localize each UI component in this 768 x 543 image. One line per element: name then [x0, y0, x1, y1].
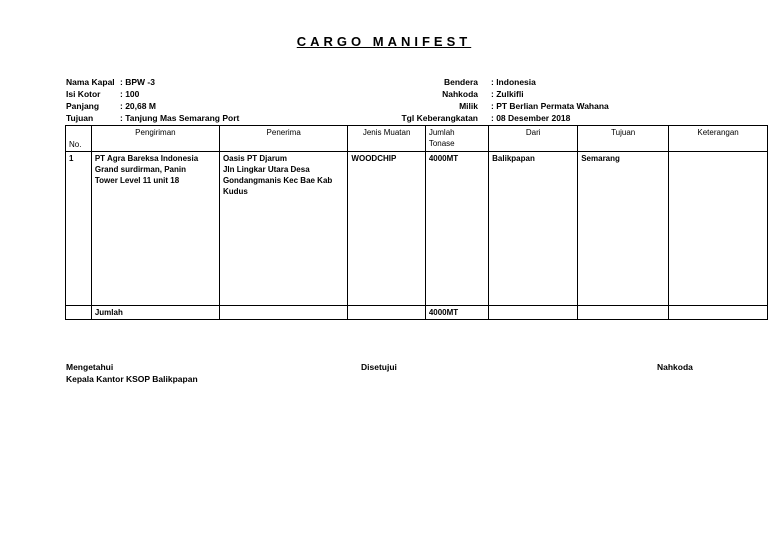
kepala-kantor-label: Kepala Kantor KSOP Balikpapan: [66, 374, 198, 384]
header-pengiriman: Pengiriman: [91, 126, 219, 152]
header-no: No.: [66, 126, 92, 152]
header-jumlah-text: Jumlah: [428, 128, 455, 137]
total-tujuan-cell: [578, 306, 669, 320]
tgl-keberangkatan-value: : 08 Desember 2018: [491, 113, 571, 123]
disetujui-label: Disetujui: [361, 362, 397, 372]
isi-kotor-value: : 100: [120, 89, 140, 99]
total-dari-cell: [489, 306, 578, 320]
total-no-cell: [66, 306, 92, 320]
panjang-value: : 20,68 M: [120, 101, 156, 111]
nahkoda-signature-label: Nahkoda: [657, 362, 693, 372]
milik-value: : PT Berlian Permata Wahana: [491, 101, 609, 111]
nahkoda-label: Nahkoda: [442, 89, 478, 99]
penerima-line-2: Jln Lingkar Utara Desa: [222, 165, 310, 174]
manifest-table: [65, 125, 768, 320]
table-header-row: [66, 126, 768, 152]
header-jumlah-tonase: [425, 126, 488, 152]
title-text: CARGO MANIFEST: [296, 34, 472, 49]
cell-dari: Balikpapan: [489, 152, 578, 306]
header-keterangan: Keterangan: [669, 126, 768, 152]
table-row: [66, 152, 768, 306]
total-jenis-cell: [348, 306, 425, 320]
milik-label: Milik: [459, 101, 478, 111]
cell-tujuan: Semarang: [578, 152, 669, 306]
total-tonase: 4000MT: [425, 306, 488, 320]
total-label: Jumlah: [91, 306, 219, 320]
nama-kapal-label: Nama Kapal: [66, 77, 115, 87]
cell-penerima: [219, 152, 347, 306]
mengetahui-label: Mengetahui: [66, 362, 114, 372]
nahkoda-value: : Zulkifli: [491, 89, 524, 99]
tgl-keberangkatan-label: Tgl Keberangkatan: [401, 113, 478, 123]
cell-keterangan: [669, 152, 768, 306]
tujuan-value: : Tanjung Mas Semarang Port: [120, 113, 240, 123]
isi-kotor-label: Isi Kotor: [66, 89, 101, 99]
penerima-line-4: Kudus: [222, 187, 248, 196]
nama-kapal-value: : BPW -3: [120, 77, 155, 87]
header-jenis-muatan: Jenis Muatan: [348, 126, 425, 152]
table-total-row: [66, 306, 768, 320]
pengiriman-line-2: Grand surdirman, Panin: [94, 165, 186, 174]
total-penerima-cell: [219, 306, 347, 320]
header-dari: Dari: [489, 126, 578, 152]
cell-pengiriman: [91, 152, 219, 306]
panjang-label: Panjang: [66, 101, 100, 111]
cell-tonase: 4000MT: [425, 152, 488, 306]
document-title: [0, 34, 768, 49]
penerima-line-1: Oasis PT Djarum: [222, 154, 287, 163]
bendera-value: : Indonesia: [491, 77, 536, 87]
pengiriman-line-3: Tower Level 11 unit 18: [94, 176, 180, 185]
bendera-label: Bendera: [443, 77, 478, 87]
penerima-line-3: Gondangmanis Kec Bae Kab: [222, 176, 333, 185]
cell-no: 1: [66, 152, 92, 306]
header-penerima: Penerima: [219, 126, 347, 152]
cell-jenis-muatan: WOODCHIP: [348, 152, 425, 306]
tujuan-label: Tujuan: [66, 113, 94, 123]
pengiriman-line-1: PT Agra Bareksa Indonesia: [94, 154, 199, 163]
header-tujuan: Tujuan: [578, 126, 669, 152]
header-tonase-text: Tonase: [428, 139, 455, 148]
total-keterangan-cell: [669, 306, 768, 320]
